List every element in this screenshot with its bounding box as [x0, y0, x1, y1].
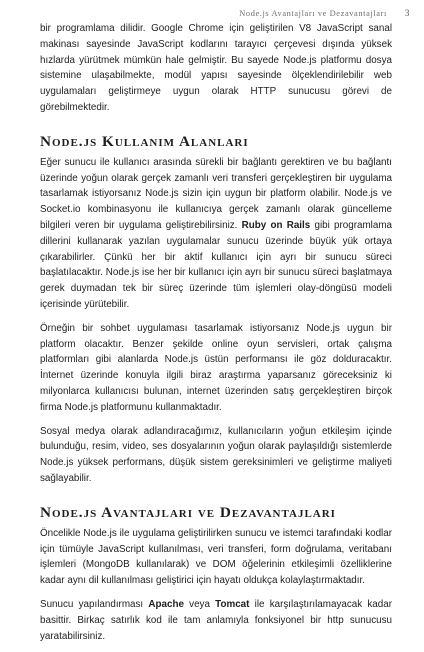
usage-p1-text-a: Eğer sunucu ile kullanıcı arasında sürekli bir bağlantı gerektiren ve bu bağlantı üzerinde yoğun olarak gerçek zamanlı veri transferi gerçekleştiren bir uygulama tasarlamak istiyorsanız Node.js sizin için uygun bir platform olabilir. Node.js ve Socket.io kombinasyonu ile kullanıcıya gerçek zamanlı olarak güncelleme bilgileri veren bir uygulama geliştirebilirsiniz.: [40, 156, 392, 231]
pros-p2-text-b: veya: [183, 598, 216, 610]
pros-p2-text-a: Sunucu yapılandırması: [40, 598, 149, 610]
page-content: [40, 21, 392, 652]
apache-bold: Apache: [148, 598, 184, 610]
pros-paragraph-1: Öncelikle Node.js ile uygulama geliştirilirken sunucu ve istemci tarafındaki kodlar için tümüyle JavaScript kullanılması, veri transferi, form doğrulama, veritabanı işlemleri (MongoDB kullanılarak) ve DOM öğelerinin etkileşimli özelliklerine kadar aynı dil kullanılması geliştirici için hayatı oldukça kolaylaştırmaktadır.: [40, 527, 392, 587]
intro-paragraph: bir programlama dilidir. Google Chrome için geliştirilen V8 JavaScript sanal makinası sayesinde JavaScript kodlarını tarayıcı çerçevesi dışında yüksek hızlarda yürütmek mümkün hale gelmiştir. Bu sayede Node.js platformu dosya sistemine ulaşabilmekte, modül yapısı sayesinde ölçeklendirilebilir web uygulamaları geliştirmeye uygun olarak HTTP sunucusu görevi de görebilmektedir.: [40, 23, 392, 113]
pros-paragraph-2: [40, 597, 392, 644]
usage-paragraph-3: Sosyal medya olarak adlandıracağımız, kullanıcıların yoğun etkileşim içinde bulunduğu, resim, video, ses dosyalarının yoğun olarak paylaşıldığı sistemlerde Node.js yüksek performans, düşük sistem gereksinimleri ve geliştirme maliyeti sağlayabilir.: [40, 425, 392, 484]
usage-paragraph-2: Örneğin bir sohbet uygulaması tasarlamak istiyorsanız Node.js uygun bir platform olacaktır. Benzer şekilde online oyun servisleri, ortak çalışma platformları gibi alanlarda Node.js üstün performansı ile göz dolduracaktır. İnternet üzerinde konuyla ilgili biraz araştırma yaparsanız göreceksiniz ki milyonlarca kullanıcısı bulunan, internet üzerinden satış gerçekleştiren birçok firma Node.js platformunu kullanmaktadır.: [40, 322, 392, 413]
running-head-title: Node.js Avantajları ve Dezavantajları: [239, 8, 387, 18]
pros-p2-text-c: ile karşılaştırılamayacak kadar basittir. Birkaç satırlık kod ile tam anlamıyla fonksiyonel bir http sunucusu yaratabilirsiniz.: [40, 598, 392, 642]
page-number: 3: [404, 8, 410, 18]
tomcat-bold: Tomcat: [215, 598, 250, 610]
section-heading-usage: Node.js Kullanım Alanları: [40, 132, 249, 150]
section-heading-pros-cons: Node.js Avantajları ve Dezavantajları: [40, 503, 336, 521]
running-head: [40, 6, 410, 20]
usage-paragraph-1: [40, 155, 392, 313]
ruby-on-rails-bold: Ruby on Rails: [241, 219, 311, 231]
usage-p1-text-b: gibi programlama dillerini kullanarak yazılan uygulamalar sunucu üzerinde büyük yük ortaya çıkarabilirler. Çünkü her bir aktif kullanıcı için ayrı bir sunucu süreci başlatılacaktır. Node.js ise her bir kullanıcı için ayrı bir sunucu süreci başlatmaya gerek duymadan tek bir süreç üzerinde tüm işlemleri olay-döngüsü modeli içerisinde yürütebilir.: [40, 219, 392, 310]
